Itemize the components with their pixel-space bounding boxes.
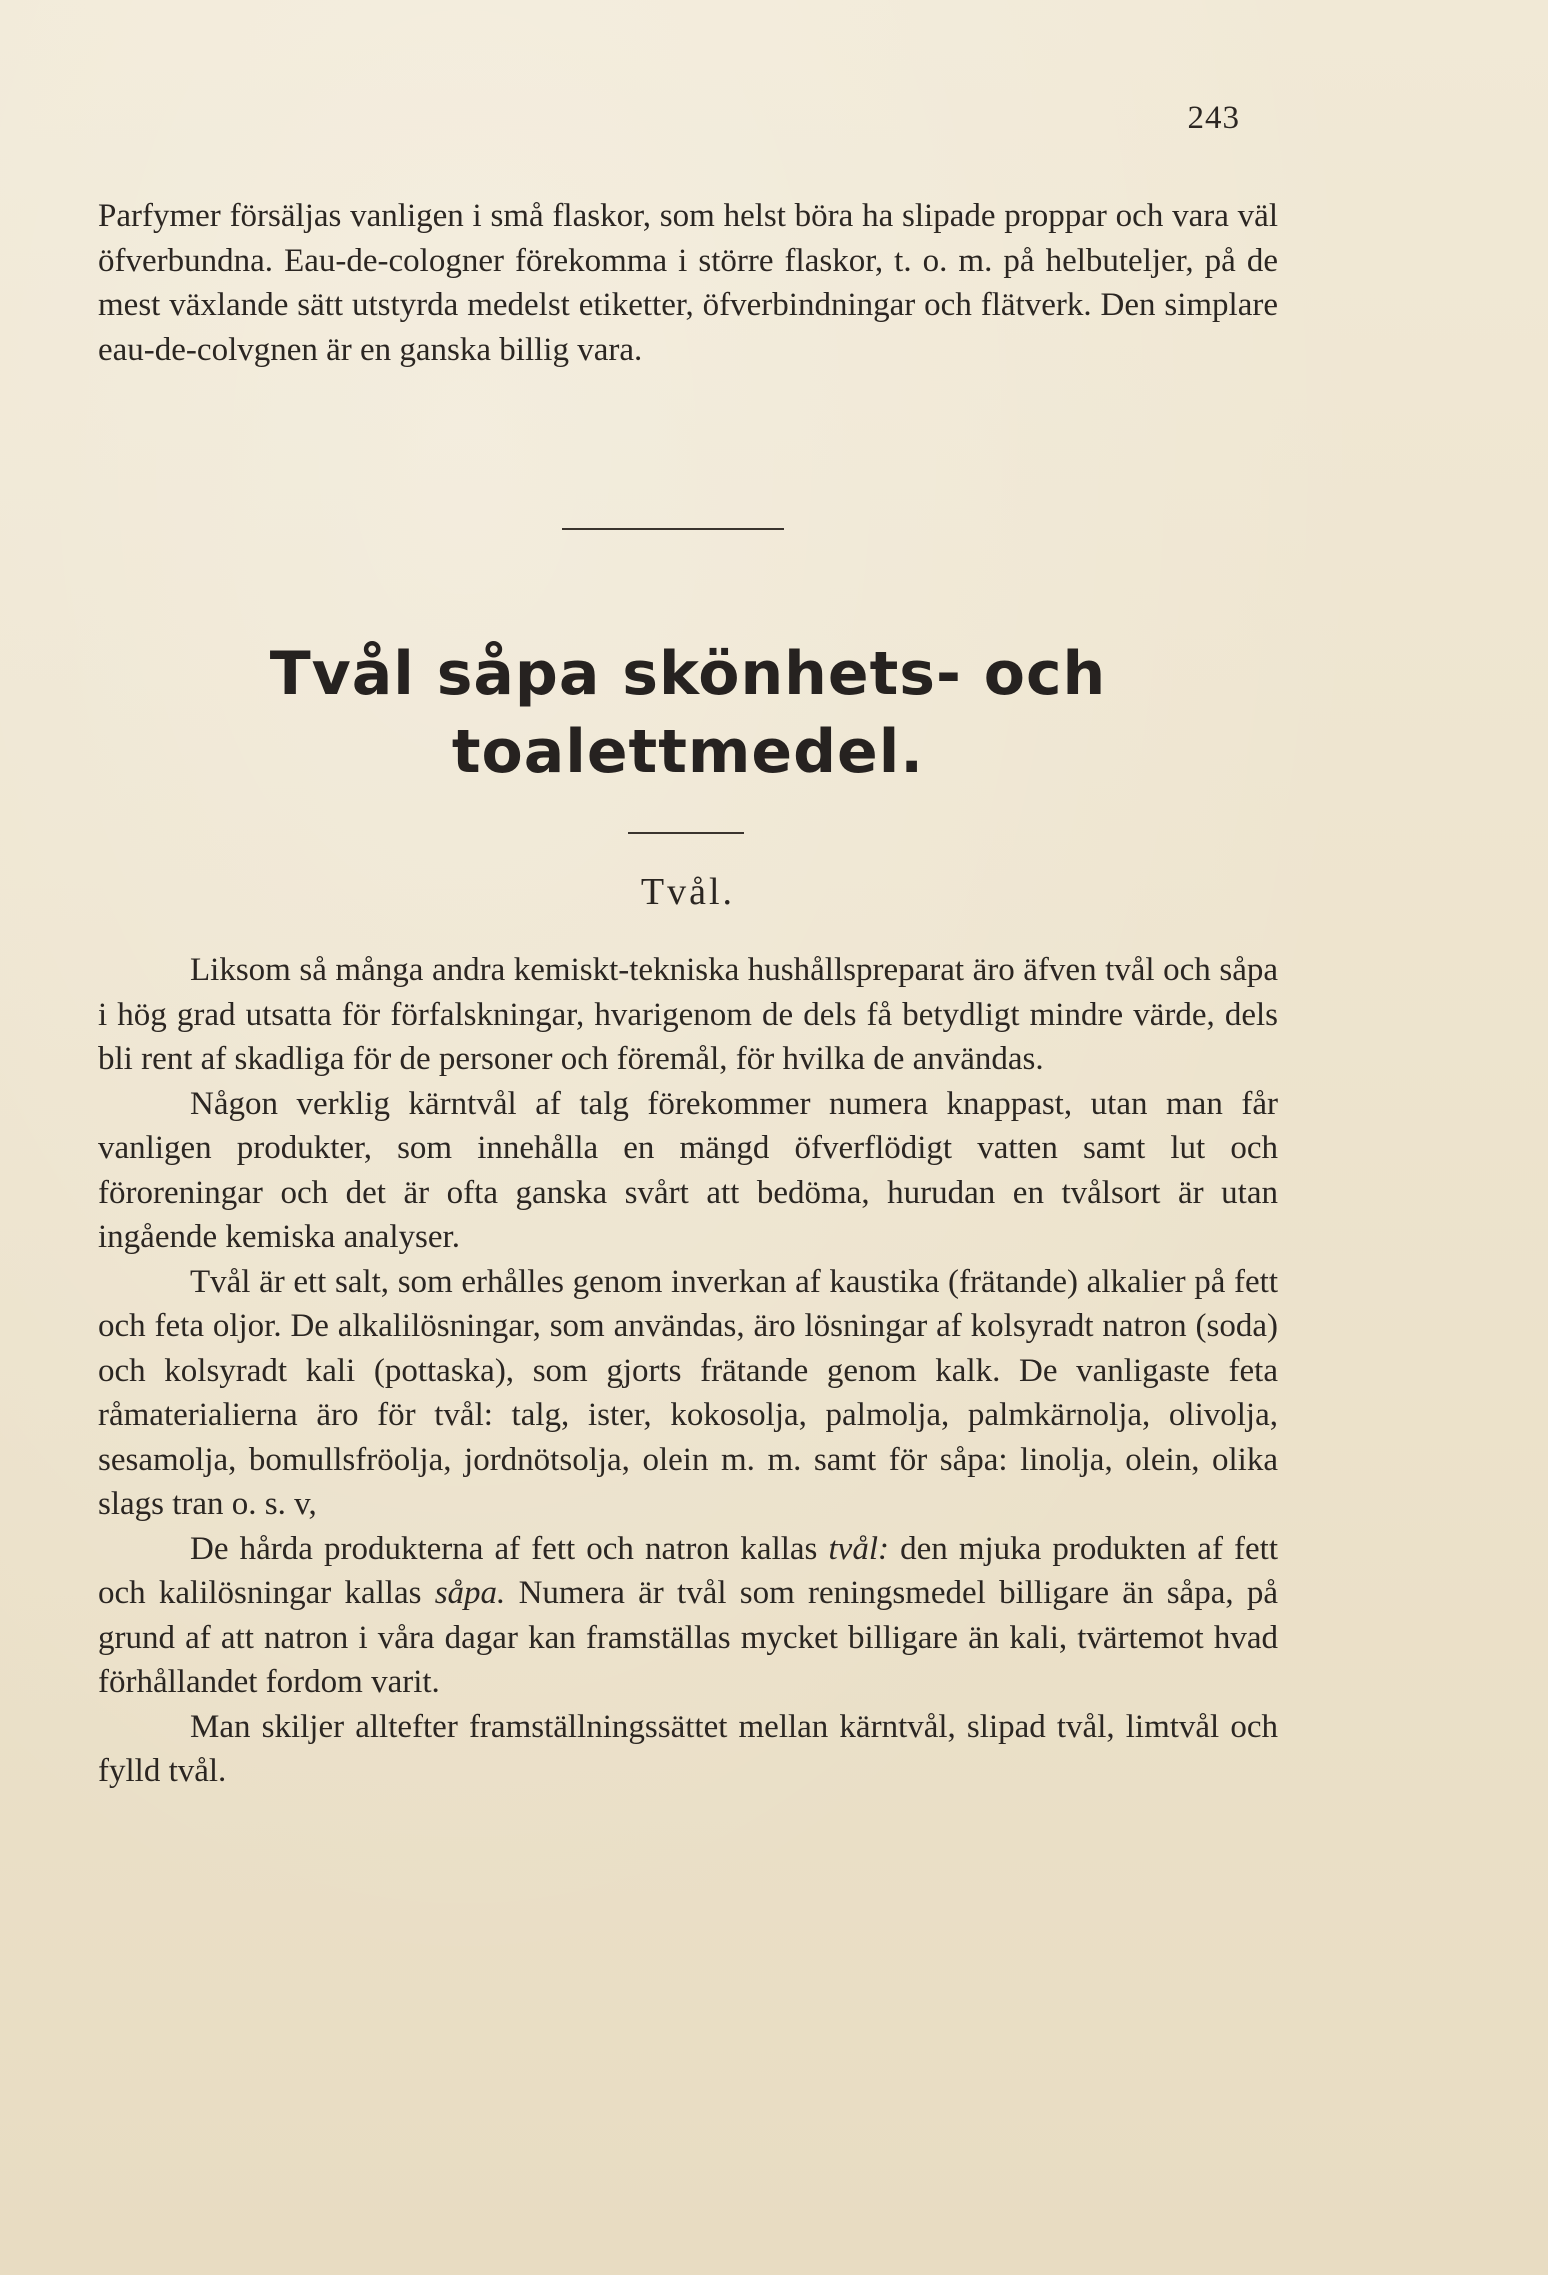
body-paragraph-terms [98, 1527, 1278, 1705]
intro-paragraph: Parfymer försäljas vanligen i små flaskor, som helst böra ha slipade proppar och vara väl öfverbundna. Eau-de-cologner förekomma i större flaskor, t. o. m. på helbuteljer, på de mest växlande sätt utstyrda medelst etiketter, öfverbindningar och flätverk. Den simplare eau-de-colvgnen är en ganska billig vara. [98, 198, 1278, 368]
page-number: 243 [1187, 100, 1240, 136]
body-paragraph: Liksom så många andra kemiskt-tekniska hushållspreparat äro äfven tvål och såpa i hög grad utsatta för förfalskningar, hvarigenom de dels få betydligt mindre värde, dels bli rent af skadliga för de personer och föremål, för hvilka de användas. [98, 952, 1278, 1077]
term-sapa: såpa. [434, 1575, 506, 1611]
term-tval: tvål: [828, 1530, 889, 1567]
body-text [98, 948, 1278, 1794]
section-divider [562, 528, 784, 530]
intro-text [98, 194, 1278, 372]
paragraph-text: Numera är tvål som reningsmedel billigare än såpa, på grund af att natron i våra dagar kan framställas mycket billigare än kali, tvärtemot hvad förhållandet fordom varit. [98, 1575, 1278, 1700]
subsection-title: Tvål. [640, 871, 736, 913]
body-paragraph: Tvål är ett salt, som erhålles genom inverkan af kaustika (frätande) alkalier på fett och feta oljor. De alkalilösningar, som användas, äro lösningar af kolsyradt natron (soda) och kolsyradt kali (pottaska), som gjorts frätande genom kalk. De vanligaste feta råmaterialierna äro för tvål: talg, ister, kokosolja, palmolja, palmkärnolja, olivolja, sesamolja, bomullsfröolja, jordnötsolja, olein m. m. samt för såpa: linolja, olein, olika slags tran o. s. v, [98, 1263, 1278, 1522]
paragraph-text: den mjuka produkten af fett och kalilösningar kallas [98, 1530, 1278, 1611]
subsection-divider [628, 832, 744, 834]
body-paragraph: Någon verklig kärntvål af talg förekommer numera knappast, utan man får vanligen produkter, som innehålla en mängd öfverflödigt vatten samt lut och föroreningar och det är ofta ganska svårt att bedöma, hurudan en tvålsort är utan ingående kemiska analyser. [98, 1085, 1278, 1255]
body-paragraph: Man skiljer alltefter framställningssättet mellan kärntvål, slipad tvål, limtvål och fylld tvål. [98, 1708, 1278, 1789]
paragraph-text: De hårda produkterna af fett och natron kallas [190, 1530, 829, 1567]
section-title-line-1: Tvål såpa skönhets- och [269, 639, 1107, 709]
section-title-line-2: toalettmedel. [451, 717, 925, 787]
